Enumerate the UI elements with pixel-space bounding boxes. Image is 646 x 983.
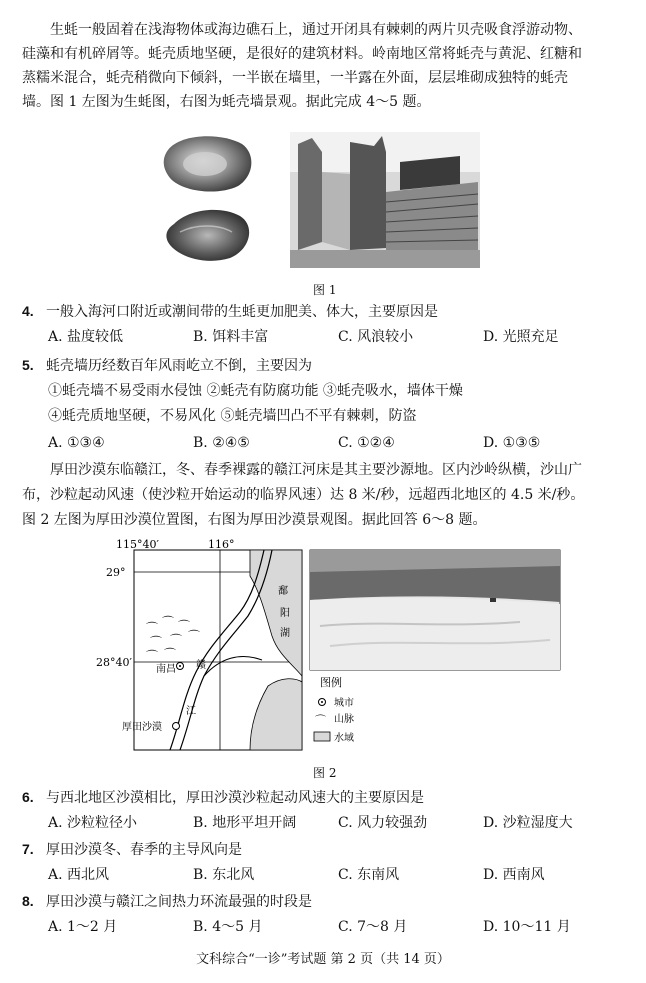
- question-6-option-c[interactable]: C. 风力较强劲: [338, 815, 428, 831]
- svg-text:⌒: ⌒: [150, 635, 163, 649]
- question-5-number: 5.: [22, 357, 34, 373]
- latitude-label-1: 29°: [106, 566, 126, 579]
- question-5-option-b[interactable]: B. ②④⑤: [193, 435, 250, 451]
- svg-text:⌒: ⌒: [188, 629, 201, 643]
- longitude-label-2: 116°: [208, 538, 235, 551]
- question-6: [22, 786, 632, 809]
- svg-text:⌒: ⌒: [178, 619, 191, 633]
- question-8-option-c[interactable]: C. 7～8 月: [338, 919, 408, 935]
- intro2-line-1: 厚田沙漠东临赣江，冬、春季裸露的赣江河床是其主要沙源地。区内沙岭纵横，沙山广: [50, 462, 582, 478]
- svg-text:⌒: ⌒: [162, 615, 175, 629]
- legend-title: 图例: [320, 676, 342, 689]
- question-8-stem: 厚田沙漠与赣江之间热力环流最强的时段是: [46, 894, 312, 910]
- question-7-options: [48, 864, 628, 886]
- lake-label-1: 鄱: [278, 586, 288, 597]
- svg-text:⌒: ⌒: [170, 633, 183, 647]
- intro2-line-3: 图 2 左图为厚田沙漠位置图，右图为厚田沙漠景观图。据此回答 6～8 题。: [22, 512, 487, 528]
- question-6-options: [48, 812, 628, 834]
- question-7-number: 7.: [22, 841, 34, 857]
- intro-line-2: 硅藻和有机碎屑等。蚝壳质地坚硬，是很好的建筑材料。岭南地区常将蚝壳与黄泥、红糖和: [22, 46, 582, 62]
- legend-water: 水域: [334, 733, 354, 744]
- question-5-option-c[interactable]: C. ①②④: [338, 435, 395, 451]
- question-5-option-a[interactable]: A. ①③④: [48, 435, 105, 451]
- svg-text:⌒: ⌒: [146, 621, 159, 635]
- question-7-stem: 厚田沙漠冬、春季的主导风向是: [46, 842, 242, 858]
- figure-1: [160, 132, 490, 272]
- desert-landscape-photo: [310, 550, 560, 670]
- question-4-option-d[interactable]: D. 光照充足: [483, 329, 559, 345]
- question-8-options: [48, 916, 628, 938]
- city-label: 南昌: [156, 664, 176, 675]
- question-8-option-d[interactable]: D. 10～11 月: [483, 919, 571, 935]
- question-5-stem: 蚝壳墙历经数百年风雨屹立不倒，主要因为: [46, 358, 312, 374]
- question-5-statements-2: ④蚝壳质地坚硬，不易风化 ⑤蚝壳墙凹凸不平有棘刺，防盗: [48, 408, 417, 424]
- question-4-option-c[interactable]: C. 风浪较小: [338, 329, 414, 345]
- question-6-stem: 与西北地区沙漠相比，厚田沙漠沙粒起动风速大的主要原因是: [46, 790, 424, 806]
- latitude-label-2: 28°40′: [96, 656, 132, 669]
- svg-text:⌒: ⌒: [164, 647, 177, 661]
- question-5-statements-1: ①蚝壳墙不易受雨水侵蚀 ②蚝壳有防腐功能 ③蚝壳吸水，墙体干燥: [48, 383, 463, 399]
- question-8-option-a[interactable]: A. 1～2 月: [48, 919, 118, 935]
- question-7-option-d[interactable]: D. 西南风: [483, 867, 545, 883]
- legend-city: 城市: [334, 698, 354, 709]
- question-5-options: [48, 432, 628, 454]
- page-footer: 文科综合“一诊”考试题 第 2 页（共 14 页）: [196, 952, 450, 967]
- location-map: [96, 538, 302, 750]
- question-4: [22, 300, 632, 323]
- longitude-label-1: 115°40′: [116, 538, 159, 551]
- question-6-option-a[interactable]: A. 沙粒粒径小: [48, 815, 138, 831]
- svg-text:⌒: ⌒: [146, 649, 159, 663]
- figure-1-caption: 图 1: [313, 283, 337, 297]
- figure-2-caption: 图 2: [313, 766, 337, 780]
- question-6-number: 6.: [22, 789, 34, 805]
- lake-label-3: 湖: [280, 628, 290, 639]
- figure-2: [96, 536, 560, 754]
- question-4-options: [48, 326, 628, 348]
- intro-line-4: 墙。图 1 左图为生蚝图，右图为蚝壳墙景观。据此完成 4～5 题。: [22, 94, 431, 110]
- question-7-option-b[interactable]: B. 东北风: [193, 867, 255, 883]
- question-4-option-a[interactable]: A. 盐度较低: [48, 329, 124, 345]
- question-5: [22, 354, 632, 377]
- question-4-stem: 一般入海河口附近或潮间带的生蚝更加肥美、体大，主要原因是: [46, 304, 438, 320]
- water-swatch: [314, 732, 330, 741]
- question-8: [22, 890, 632, 913]
- intro2-line-2: 布，沙粒起动风速（使沙粒开始运动的临界风速）达 8 米/秒，远超西北地区的 4.5 米/秒。: [22, 487, 585, 503]
- intro-line-3: 蒸糯米混合，蚝壳稍微向下倾斜，一半嵌在墙里，一半露在外面，层层堆砌成独特的蚝壳: [22, 70, 568, 86]
- legend-mountain: 山脉: [334, 714, 354, 725]
- question-6-option-d[interactable]: D. 沙粒湿度大: [483, 815, 573, 831]
- desert-label: 厚田沙漠: [122, 722, 162, 733]
- question-8-option-b[interactable]: B. 4～5 月: [193, 919, 263, 935]
- lake-label-2: 阳: [280, 608, 290, 619]
- river-label-1: 赣: [196, 660, 206, 671]
- question-5-option-d[interactable]: D. ①③⑤: [483, 435, 541, 451]
- intro-line-1: 生蚝一般固着在浅海物体或海边礁石上，通过开闭具有棘刺的两片贝壳吸食浮游动物、: [50, 22, 582, 38]
- river-label-2: 江: [186, 706, 196, 717]
- question-4-option-b[interactable]: B. 饵料丰富: [193, 329, 269, 345]
- desert-marker: [173, 723, 180, 730]
- question-7-option-a[interactable]: A. 西北风: [48, 867, 110, 883]
- question-8-number: 8.: [22, 893, 34, 909]
- question-4-number: 4.: [22, 303, 34, 319]
- mountain-icon: ⌒: [315, 714, 326, 727]
- oyster-wall-image: [290, 132, 480, 268]
- oyster-image: [164, 136, 252, 261]
- question-7: [22, 838, 632, 861]
- question-7-option-c[interactable]: C. 东南风: [338, 867, 400, 883]
- legend: [314, 675, 354, 744]
- question-6-option-b[interactable]: B. 地形平坦开阔: [193, 815, 297, 831]
